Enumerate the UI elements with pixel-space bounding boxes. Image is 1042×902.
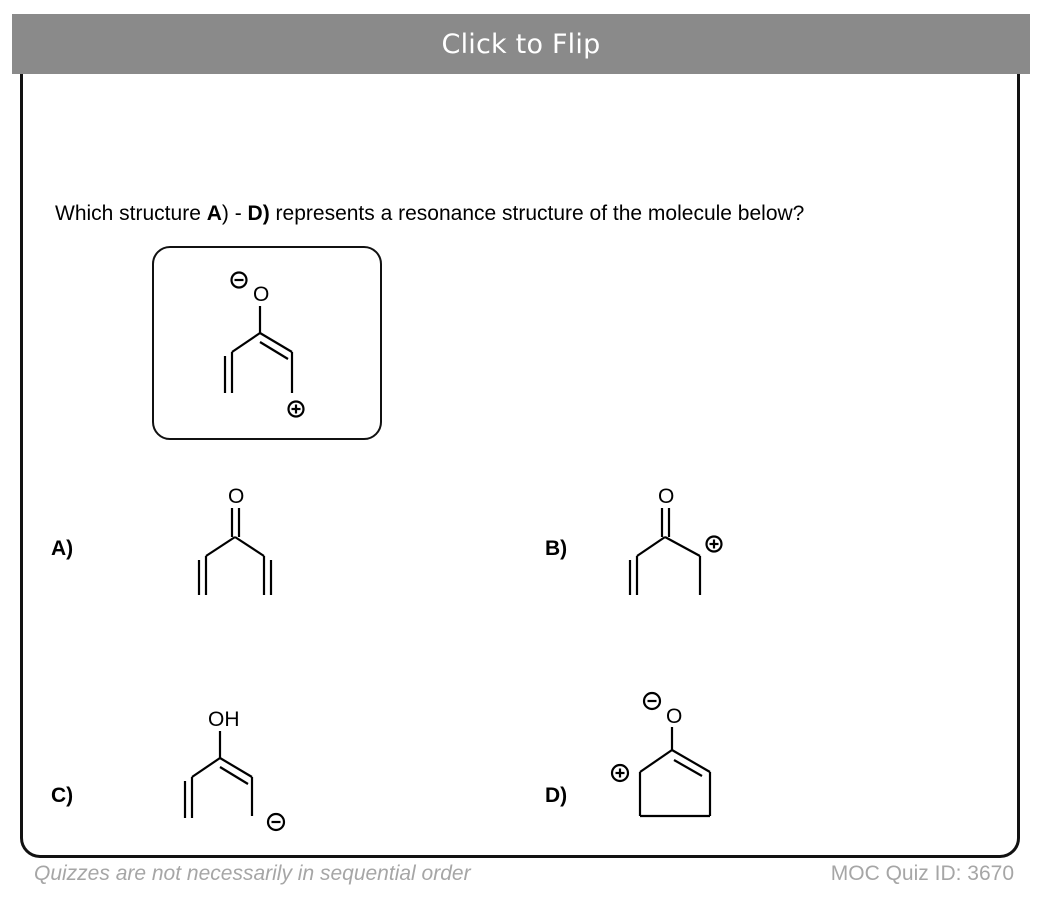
click-to-flip-button[interactable] xyxy=(12,14,1030,74)
choice-c-structure[interactable] xyxy=(175,700,295,840)
choice-b-label[interactable]: B) xyxy=(545,537,568,560)
choice-a-label[interactable]: A) xyxy=(51,537,74,560)
hydroxyl-label: OH xyxy=(208,708,240,731)
choice-d-label[interactable]: D) xyxy=(545,784,568,807)
choice-d-structure[interactable] xyxy=(600,690,730,825)
choice-c-label[interactable]: C) xyxy=(51,784,74,807)
oxygen-label: O xyxy=(228,485,245,508)
oxygen-label: O xyxy=(253,283,270,306)
quiz-id: MOC Quiz ID: 3670 xyxy=(830,862,1014,885)
oxygen-label: O xyxy=(658,485,675,508)
given-structure-diagram xyxy=(152,246,382,440)
sequence-note: Quizzes are not necessarily in sequential order xyxy=(34,862,471,885)
choice-a-structure[interactable] xyxy=(190,485,290,600)
oxygen-label: O xyxy=(666,705,683,728)
choice-b-structure[interactable] xyxy=(620,485,740,600)
flip-label: Click to Flip xyxy=(441,28,601,60)
question-text: Which structure A) - D) represents a resonance structure of the molecule below? xyxy=(55,202,805,225)
